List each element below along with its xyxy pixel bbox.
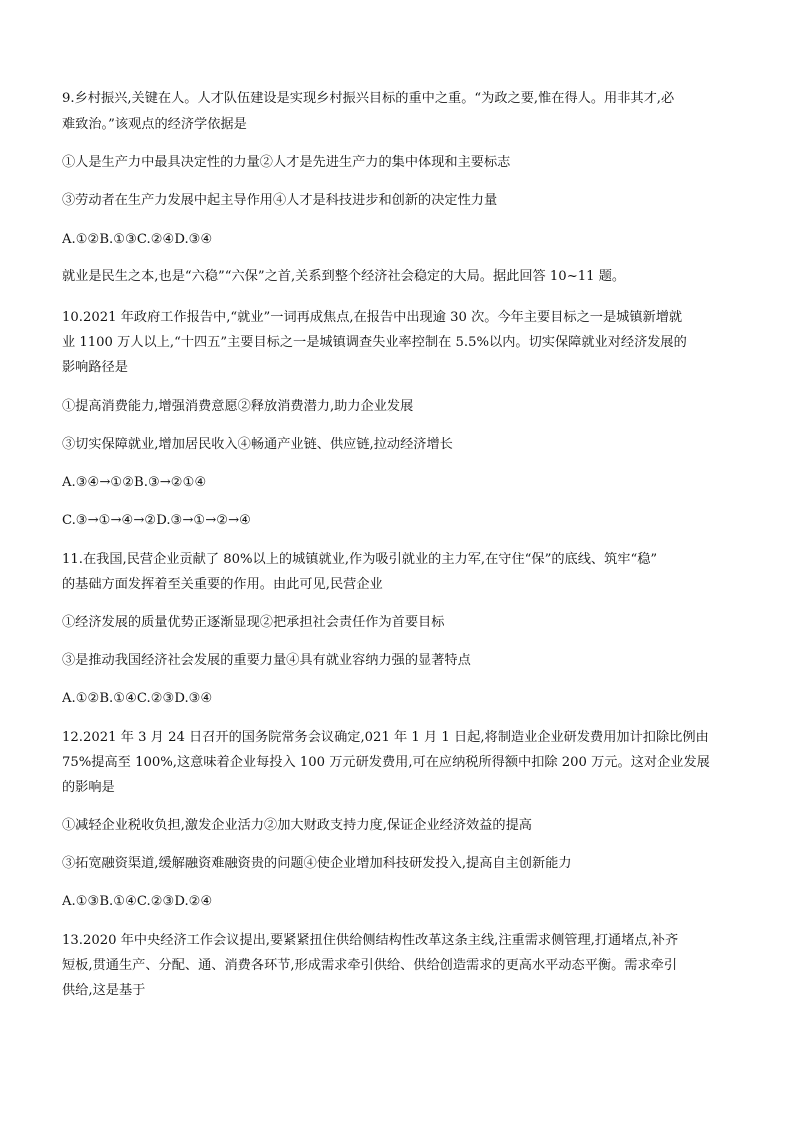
q9-options-row-2: ③劳动者在生产力发展中起主导作用④人才是科技进步和创新的决定性力量 [62,193,498,208]
q13-stem-line-2: 短板,贯通生产、分配、通、消费各环节,形成需求牵引供给、供给创造需求的更高水平动态平衡。需求牵引 [62,958,678,973]
q12-choices: A.①③B.①④C.②③D.②④ [62,894,213,909]
q12-options-row-2: ③拓宽融资渠道,缓解融资难融资贵的问题④使企业增加科技研发投入,提高自主创新能力 [62,856,572,871]
q9-choices: A.①②B.①③C.②④D.③④ [62,232,213,247]
q9-stem-line-1: 9.乡村振兴,关键在人。人才队伍建设是实现乡村振兴目标的重中之重。“为政之要,惟在得人。用非其才,必 [62,91,675,106]
q12-options-row-1: ①减轻企业税收负担,激发企业活力②加大财政支持力度,保证企业经济效益的提高 [62,818,532,833]
q10-choices-row-1: A.③④→①②B.③→②①④ [62,475,207,490]
q10-choices-row-2: C.③→①→④→②D.③→①→②→④ [62,513,251,528]
q9-options-row-1: ①人是生产力中最具决定性的力量②人才是先进生产力的集中体现和主要标志 [62,155,511,170]
q10-stem-line-1: 10.2021 年政府工作报告中,“就业”一词再成焦点,在报告中出现逾 30 次。今年主要目标之一是城镇新增就 [62,310,683,325]
q11-options-row-2: ③是推动我国经济社会发展的重要力量④具有就业容纳力强的显著特点 [62,653,471,668]
q10-options-row-2: ③切实保障就业,增加居民收入④畅通产业链、供应链,拉动经济增长 [62,437,453,452]
q10-options-row-1: ①提高消费能力,增强消费意愿②释放消费潜力,助力企业发展 [62,399,414,414]
q11-choices: A.①②B.①④C.②③D.③④ [62,691,213,706]
q12-stem-line-3: 的影响是 [62,780,115,795]
q12-stem-line-2: 75%提高至 100%,这意味着企业每投入 100 万元研发费用,可在应纳税所得额中扣除 200 万元。这对企业发展 [62,755,710,770]
section-intro: 就业是民生之本,也是“六稳”“六保”之首,关系到整个经济社会稳定的大局。据此回答 10~11 题。 [62,269,626,284]
q13-stem-line-1: 13.2020 年中央经济工作会议提出,要紧紧扭住供给侧结构性改革这条主线,注重需求侧管理,打通堵点,补齐 [62,933,679,948]
q12-stem-line-1: 12.2021 年 3 月 24 日召开的国务院常务会议确定,021 年 1 月 1 日起,将制造业企业研发费用加计扣除比例由 [62,730,709,745]
q11-options-row-1: ①经济发展的质量优势正逐渐显现②把承担社会责任作为首要目标 [62,615,445,630]
q11-stem-line-2: 的基础方面发挥着至关重要的作用。由此可见,民营企业 [62,577,383,592]
q9-stem-line-2: 难致治。”该观点的经济学依据是 [62,117,247,132]
q10-stem-line-3: 影响路径是 [62,360,128,375]
q11-stem-line-1: 11.在我国,民营企业贡献了 80%以上的城镇就业,作为吸引就业的主力军,在守住“保”的底线、筑牢“稳” [62,552,658,567]
q10-stem-line-2: 业 1100 万人以上,“十四五”主要目标之一是城镇调查失业率控制在 5.5%以内。切实保障就业对经济发展的 [62,335,687,350]
q13-stem-line-3: 供给,这是基于 [62,983,146,998]
